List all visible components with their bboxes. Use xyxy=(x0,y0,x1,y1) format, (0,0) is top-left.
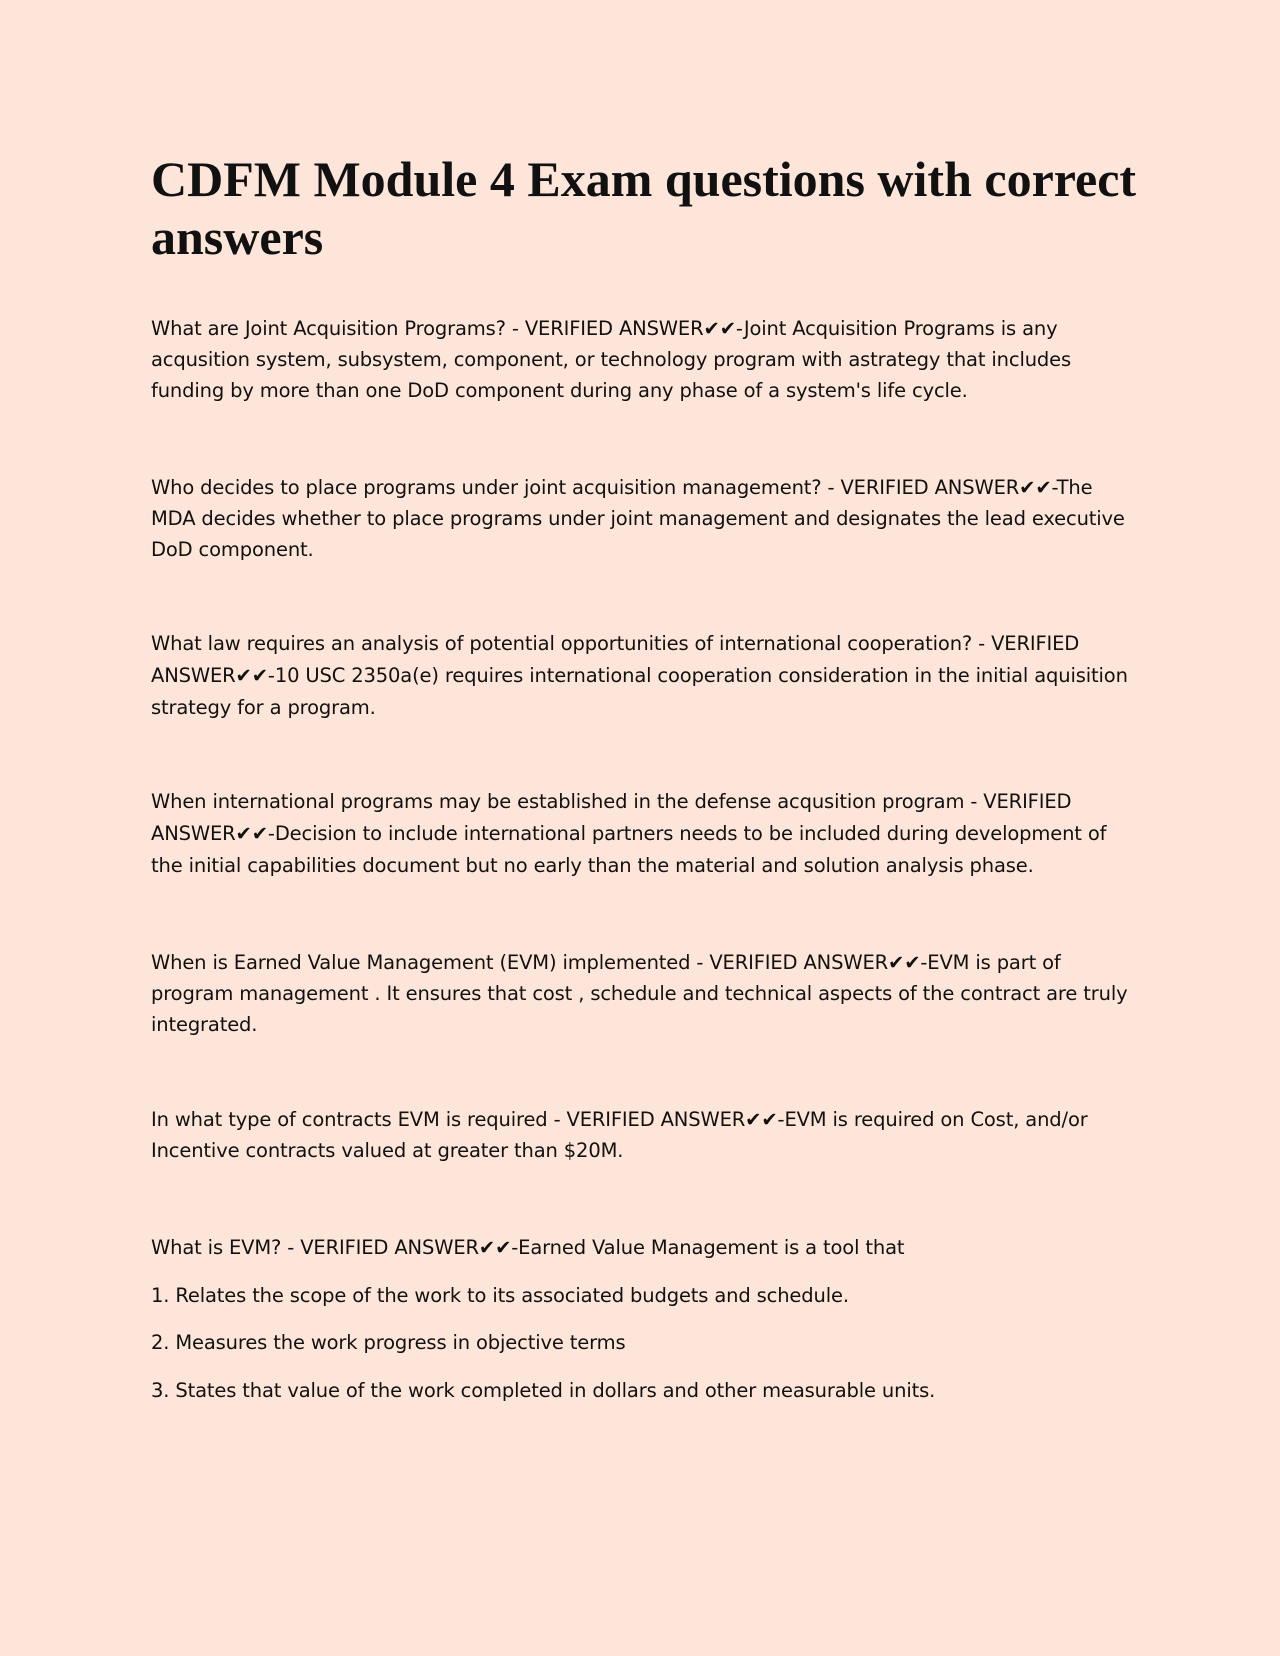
qa-paragraph-evm-implemented: When is Earned Value Management (EVM) implemented - VERIFIED ANSWER✔✔-EVM is part of program management . It ensures that cost , schedule and technical aspects of the contract are truly integrated. xyxy=(151,951,1128,1036)
evm-point-1: 1. Relates the scope of the work to its associated budgets and schedule. xyxy=(151,1284,849,1307)
qa-paragraph-evm-contracts: In what type of contracts EVM is required - VERIFIED ANSWER✔✔-EVM is required on Cost, and/or Incentive contracts valued at greater than $20M. xyxy=(151,1108,1088,1162)
qa-paragraph-international-programs: When international programs may be established in the defense acqusition program - VERIFIED ANSWER✔✔-Decision to include international partners needs to be included during development of the initial capabilities document but no early than the material and solution analysis phase. xyxy=(151,790,1107,877)
document-title: CDFM Module 4 Exam questions with correct answers xyxy=(151,151,1137,265)
evm-point-2: 2. Measures the work progress in objective terms xyxy=(151,1331,626,1354)
qa-paragraph-international-law: What law requires an analysis of potential opportunities of international cooperation? - VERIFIED ANSWER✔✔-10 USC 2350a(e) requires international cooperation consideration in the initial aquisition strategy for a program. xyxy=(151,632,1128,719)
qa-paragraph-joint-acquisition: What are Joint Acquisition Programs? - VERIFIED ANSWER✔✔-Joint Acquisition Programs is any acqusition system, subsystem, component, or technology program with astrategy that includes funding by more than one DoD component during any phase of a system's life cycle. xyxy=(151,317,1071,402)
qa-evm-question: What is EVM? - VERIFIED ANSWER✔✔-Earned Value Management is a tool that xyxy=(151,1236,905,1259)
qa-paragraph-joint-management: Who decides to place programs under joint acquisition management? - VERIFIED ANSWER✔✔-The MDA decides whether to place programs under joint management and designates the lead executive DoD component. xyxy=(151,476,1125,561)
evm-point-3: 3. States that value of the work completed in dollars and other measurable units. xyxy=(151,1379,936,1402)
